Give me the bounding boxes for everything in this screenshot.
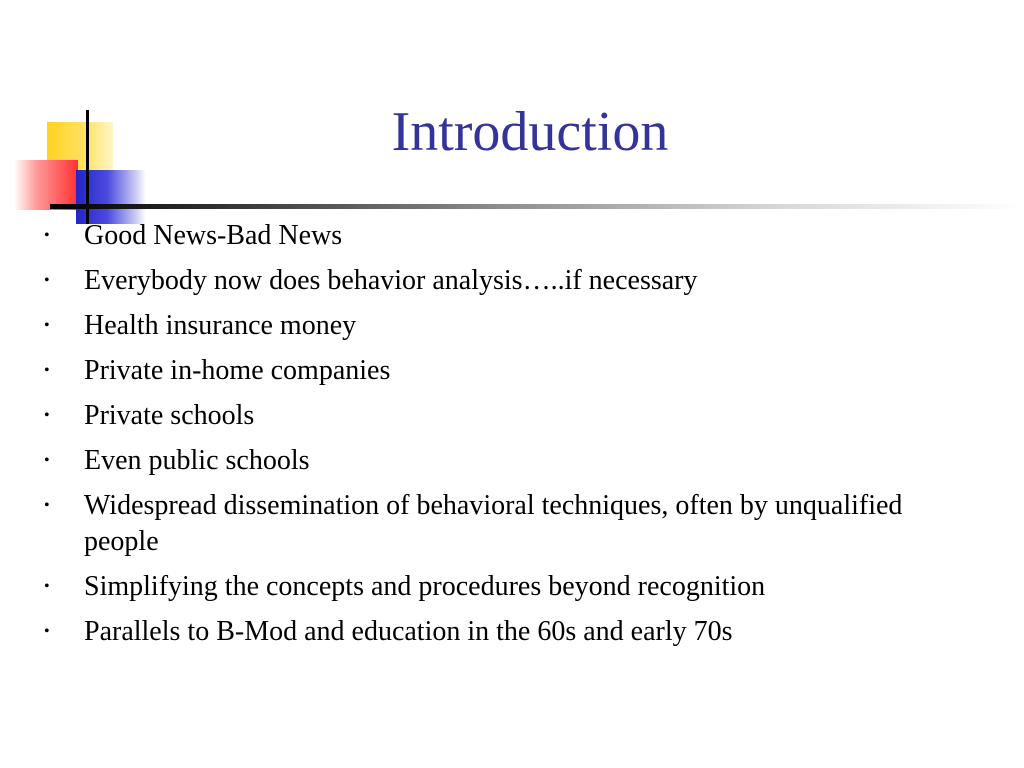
bullet-text: Even public schools (84, 445, 310, 476)
bullet-text: Simplifying the concepts and procedures beyond recognition (84, 571, 766, 602)
bullet-dot-icon: • (44, 452, 50, 469)
bullet-dot-icon: • (44, 272, 50, 289)
bullet-item (40, 398, 940, 434)
slide-title: Introduction (391, 101, 669, 163)
bullet-text: Health insurance money (84, 310, 357, 341)
title-underline-rule (50, 204, 1024, 209)
bullet-list (40, 218, 940, 659)
bullet-text: Private in-home companies (84, 355, 391, 386)
bullet-dot-icon: • (44, 578, 50, 595)
bullet-item (40, 218, 940, 254)
bullet-item (40, 308, 940, 344)
bullet-dot-icon: • (44, 227, 50, 244)
bullet-text: Everybody now does behavior analysis…..if necessary (84, 265, 698, 296)
bullet-item (40, 263, 940, 299)
bullet-text: Good News-Bad News (84, 220, 343, 251)
bullet-dot-icon: • (44, 623, 50, 640)
bullet-dot-icon: • (44, 362, 50, 379)
bullet-item (40, 488, 940, 560)
bullet-item (40, 569, 940, 605)
bullet-dot-icon: • (44, 497, 50, 514)
bullet-item (40, 614, 940, 650)
red-square (14, 160, 78, 210)
bullet-text: Parallels to B-Mod and education in the 60s and early 70s (84, 616, 733, 647)
bullet-text: Widespread dissemination of behavioral techniques, often by unqualified people (84, 490, 903, 557)
bullet-item (40, 443, 940, 479)
bullet-dot-icon: • (44, 317, 50, 334)
bullet-text: Private schools (84, 400, 255, 431)
bullet-dot-icon: • (44, 407, 50, 424)
bullet-item (40, 353, 940, 389)
